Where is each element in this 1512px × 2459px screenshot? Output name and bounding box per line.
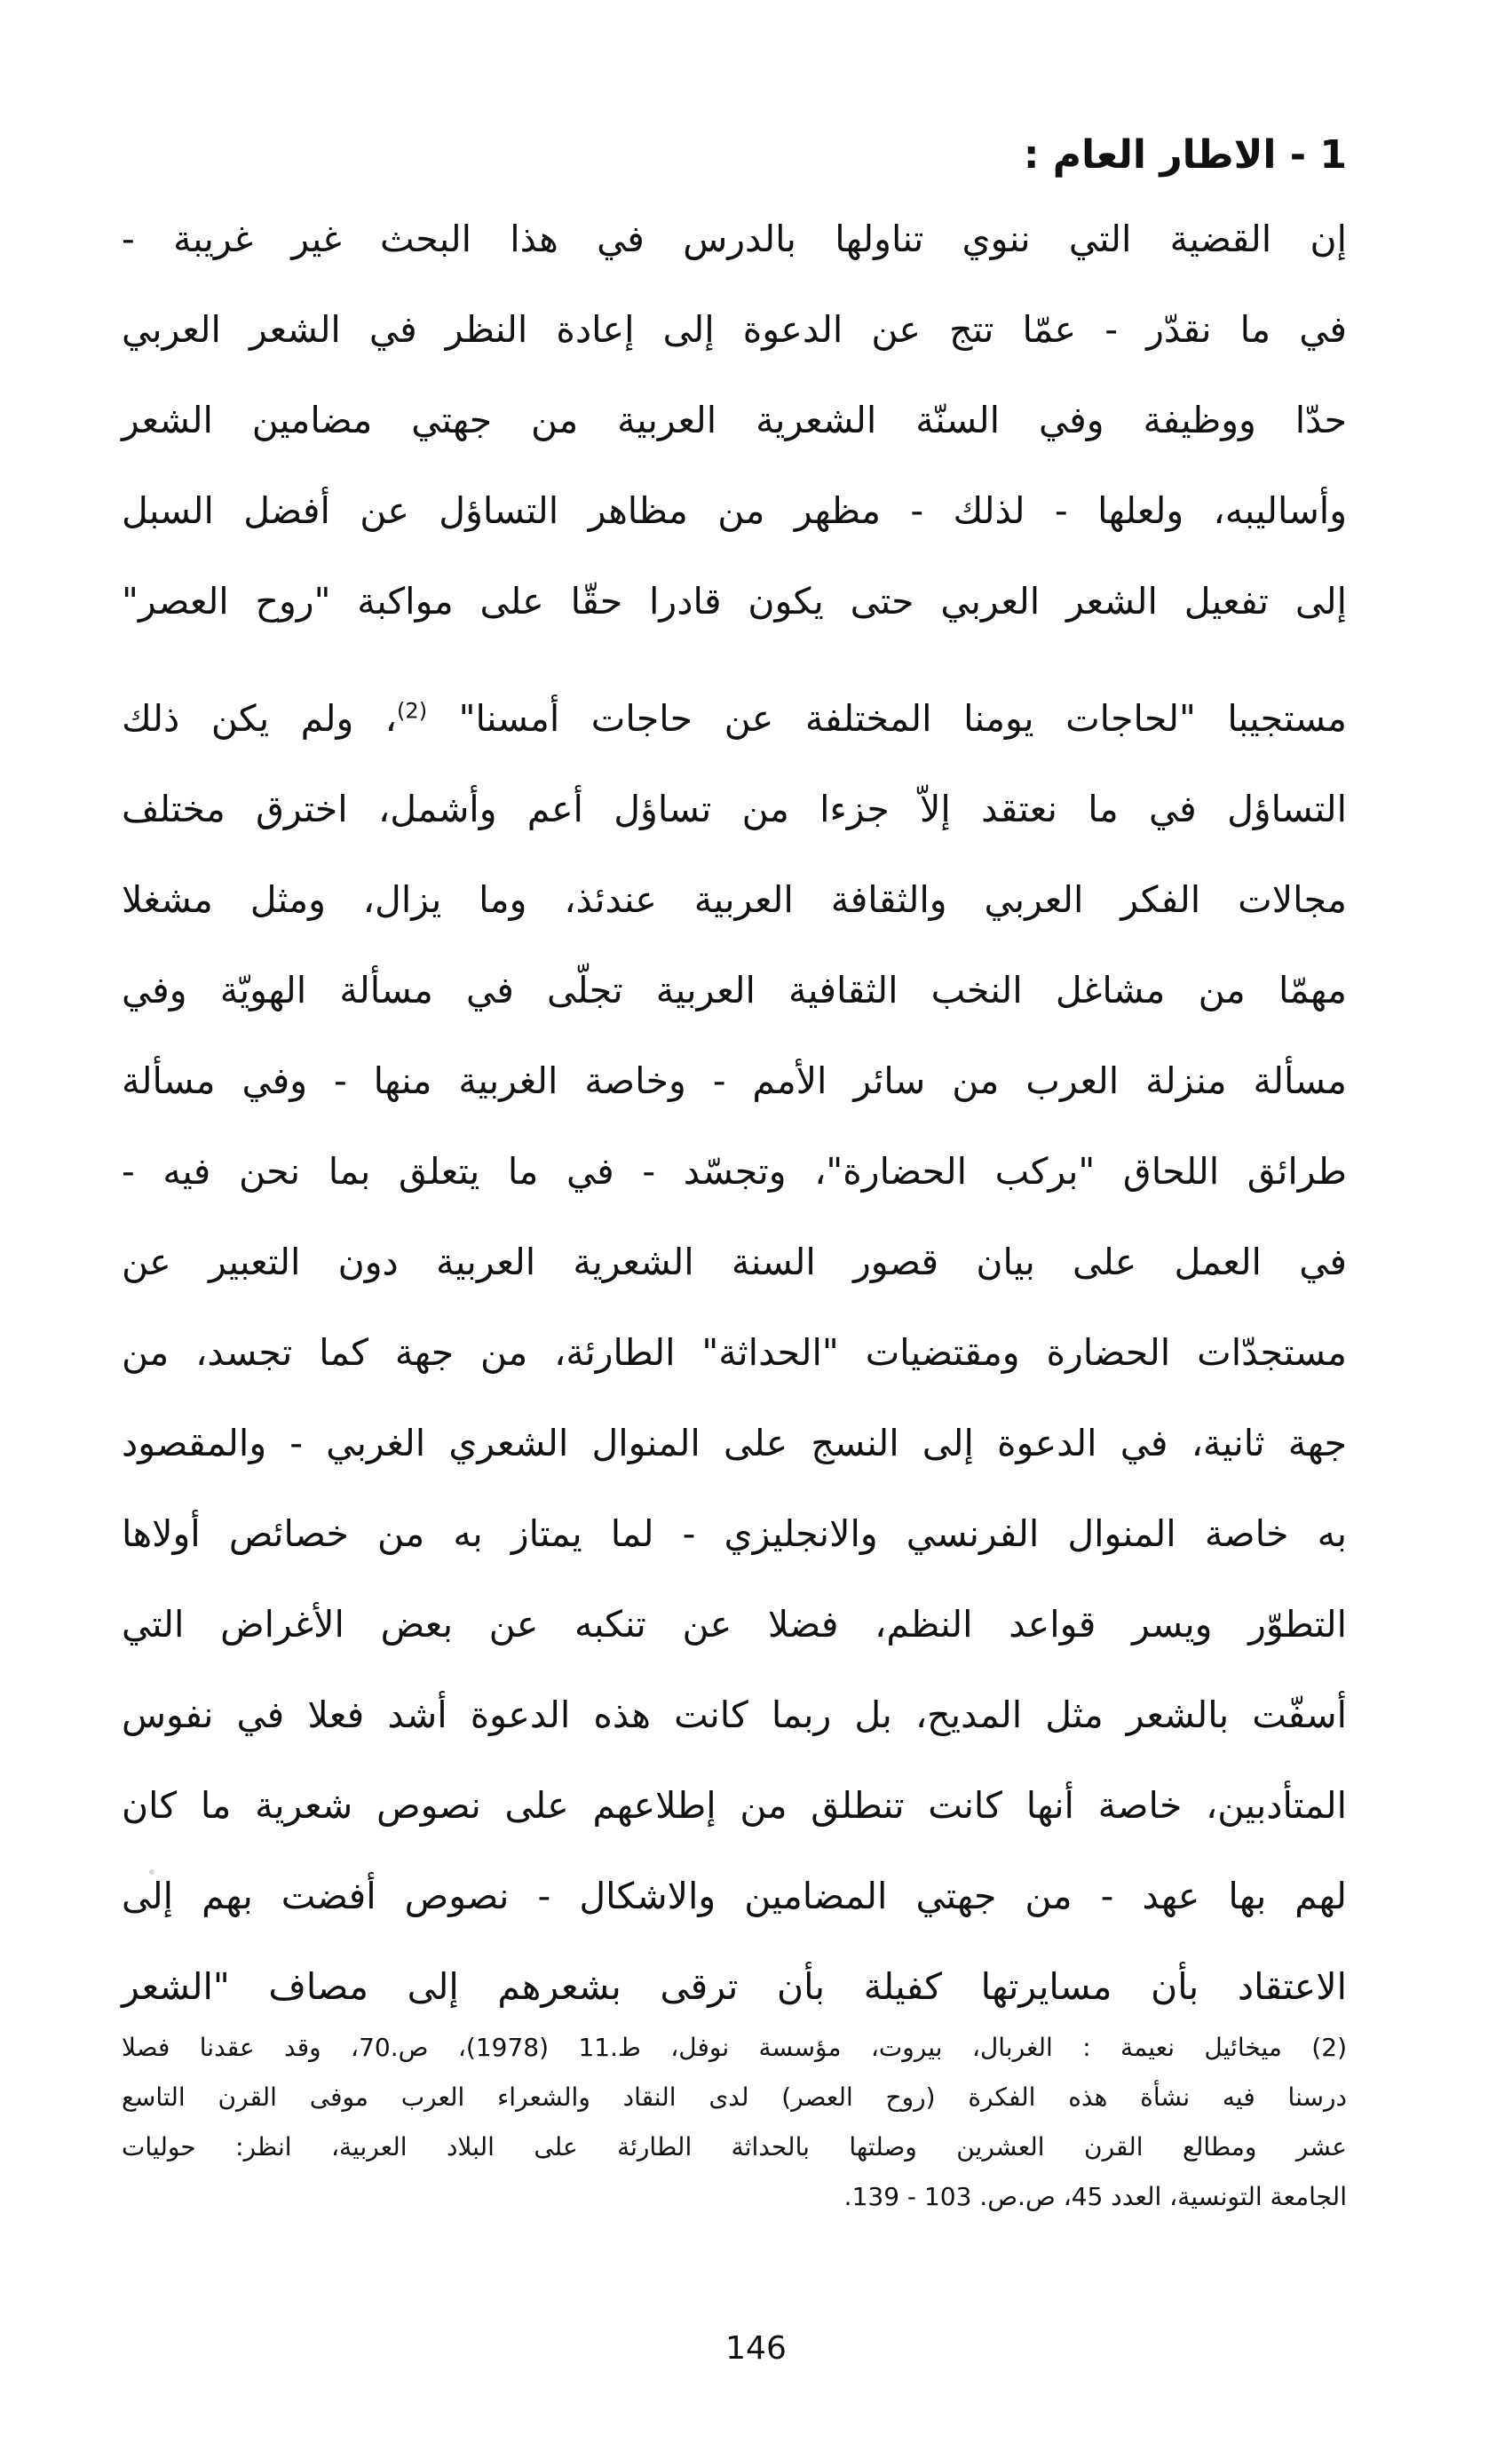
page-number: 146	[725, 2330, 787, 2367]
page-speck	[149, 1869, 154, 1875]
body-line: به خاصة المنوال الفرنسي والانجليزي - لما يمتاز به من خصائص أولاها	[122, 1512, 1347, 1555]
body-line: أسفّت بالشعر مثل المديح، بل ربما كانت هذه الدعوة أشد فعلا في نفوس	[122, 1694, 1347, 1736]
body-line: إلى تفعيل الشعر العربي حتى يكون قادرا حقّا على مواكبة "روح العصر"	[122, 580, 1347, 623]
footnotes	[122, 2023, 1347, 2222]
body-line: في العمل على بيان قصور السنة الشعرية العربية دون التعبير عن	[122, 1241, 1347, 1283]
body-line-segment: ، ولم يكن ذلك	[122, 697, 398, 740]
body-line: المتأدبين، خاصة أنها كانت تنطلق من إطلاعهم على نصوص شعرية ما كان	[122, 1784, 1347, 1827]
body-line: مجالات الفكر العربي والثقافة العربية عندئذ، وما يزال، ومثل مشغلا	[122, 878, 1347, 921]
body-line: التطوّر ويسر قواعد النظم، فضلا عن تنكبه عن بعض الأغراض التي	[122, 1603, 1347, 1646]
body-line: مهمّا من مشاغل النخب الثقافية العربية تجلّى في مسألة الهويّة وفي	[122, 969, 1347, 1011]
body-line: وأساليبه، ولعلها - لذلك - مظهر من مظاهر التساؤل عن أفضل السبل	[122, 489, 1347, 532]
body-text	[122, 194, 1347, 2032]
body-line: جهة ثانية، في الدعوة إلى النسج على المنوال الشعري الغربي - والمقصود	[122, 1422, 1347, 1464]
body-line: مسألة منزلة العرب من سائر الأمم - وخاصة الغربية منها - وفي مسألة	[122, 1059, 1347, 1102]
footnote-line: عشر ومطالع القرن العشرين وصلتها بالحداثة الطارئة على البلاد العربية، انظر: حوليات	[122, 2132, 1347, 2162]
body-line-segment: مستجيبا "لحاجات يومنا المختلفة عن حاجات أمسنا"	[458, 697, 1347, 740]
section-heading: 1 - الاطار العام :	[1023, 132, 1347, 178]
body-line: مستجدّات الحضارة ومقتضيات "الحداثة" الطارئة، من جهة كما تجسد، من	[122, 1331, 1347, 1374]
footnote-line: (2) ميخائيل نعيمة : الغربال، بيروت، مؤسسة نوفل، ط.11 (1978)، ص.70، وقد عقدنا فصلا	[122, 2033, 1347, 2062]
body-line: في ما نقدّر - عمّا تتج عن الدعوة إلى إعادة النظر في الشعر العربي	[122, 308, 1347, 351]
body-line: لهم بها عهد - من جهتي المضامين والاشكال - نصوص أفضت بهم إلى	[122, 1875, 1347, 1917]
body-line: حدّا ووظيفة وفي السنّة الشعرية العربية من جهتي مضامين الشعر	[122, 399, 1347, 441]
body-line: طرائق اللحاق "بركب الحضارة"، وتجسّد - في ما يتعلق بما نحن فيه -	[122, 1150, 1347, 1193]
body-line-with-footnote-ref	[122, 673, 1347, 764]
body-line: الاعتقاد بأن مسايرتها كفيلة بأن ترقى بشعرهم إلى مصاف "الشعر	[122, 1965, 1347, 2008]
footnote-line: درسنا فيه نشأة هذه الفكرة (روح العصر) لدى النقاد والشعراء العرب موفى القرن التاسع	[122, 2082, 1347, 2112]
footnote-reference[interactable]: (2)	[397, 698, 428, 724]
footnote-line: الجامعة التونسية، العدد 45، ص.ص. 103 - 139.	[843, 2182, 1347, 2211]
body-line: التساؤل في ما نعتقد إلاّ جزءا من تساؤل أعم وأشمل، اخترق مختلف	[122, 788, 1347, 830]
body-line: إن القضية التي ننوي تناولها بالدرس في هذا البحث غير غريبة -	[122, 218, 1347, 260]
